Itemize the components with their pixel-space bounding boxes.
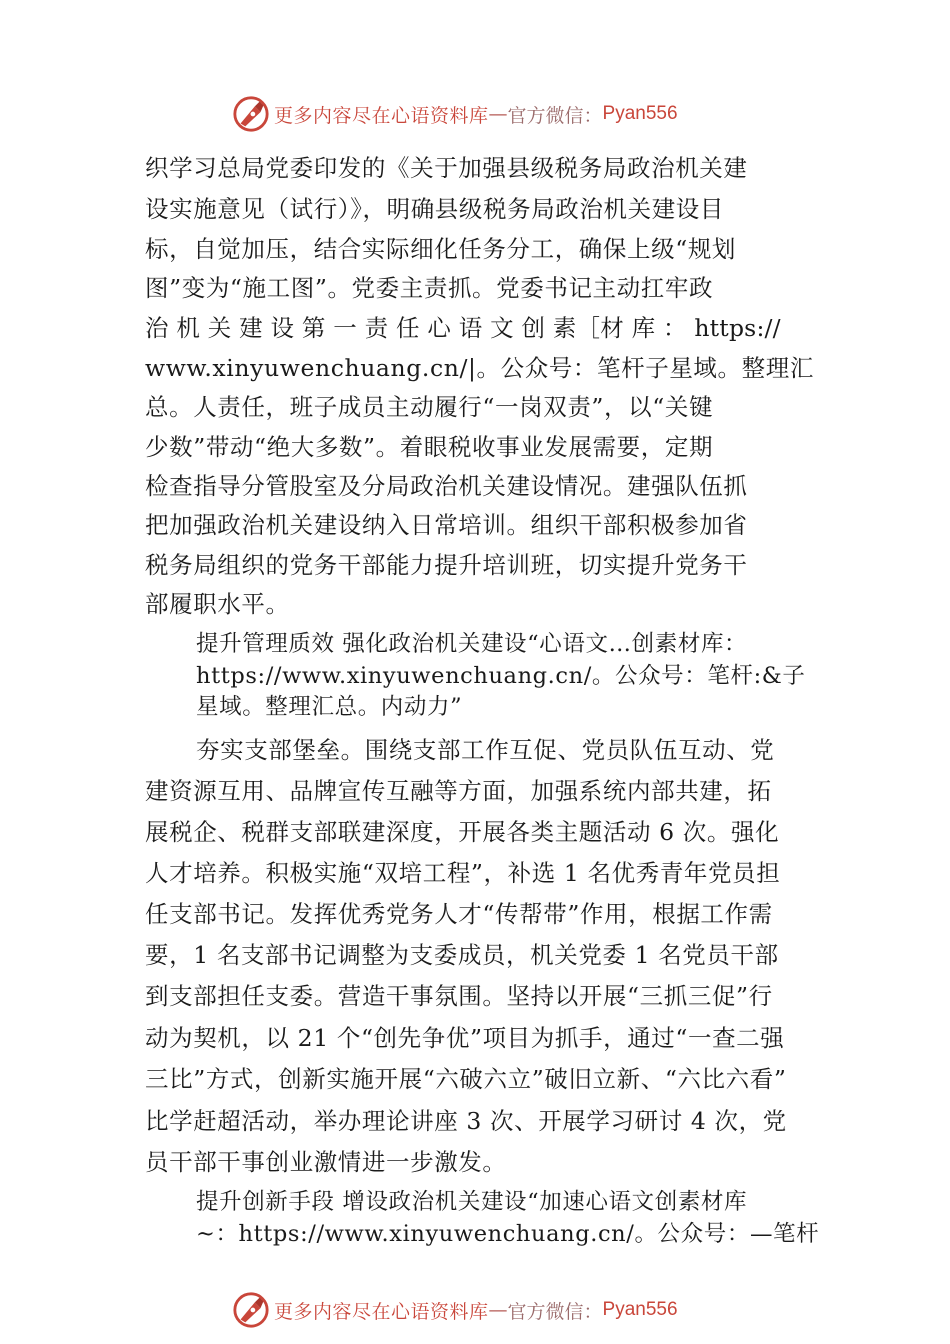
text-line: 夯实支部堡垒。围绕支部工作互促、党员队伍互动、党 — [196, 736, 775, 764]
text-line: 到支部担任支委。营造干事氛围。坚持以开展“三抓三促”行 — [145, 982, 773, 1010]
banner-wechat-label: 官方微信： — [507, 1300, 603, 1323]
heading-line: ~：https://www.xinyuwenchuang.cn/。公众号：—笔杆 — [196, 1221, 820, 1247]
text-line: 图”变为“施工图”。党委主责抓。党委书记主动扛牢政 — [145, 274, 714, 302]
text-line: 人才培养。积极实施“双培工程”，补选 1 名优秀青年党员担 — [145, 859, 781, 887]
heading-line: 星域。整理汇总。内动力” — [196, 694, 463, 720]
text-line: 设实施意见（试行）》，明确县级税务局政治机关建设目 — [145, 195, 724, 223]
text-line: 检查指导分管股室及分局政治机关建设情况。建强队伍抓 — [145, 472, 748, 500]
text-line: 标，自觉加压，结合实际细化任务分工，确保上级“规划 — [145, 235, 737, 263]
text-line: 税务局组织的党务干部能力提升培训班，切实提升党务干 — [145, 551, 748, 579]
banner-wechat-id: Pyan556 — [602, 103, 678, 124]
text-line: 比学赶超活动，举办理论讲座 3 次、开展学习研讨 4 次，党 — [145, 1107, 787, 1135]
heading-line: 提升管理质效 强化政治机关建设“心语文…创素材库： — [196, 631, 748, 657]
footer-banner — [232, 1290, 678, 1330]
banner-wechat-label: 官方微信： — [507, 104, 603, 127]
banner-separator: — — [488, 103, 508, 125]
pen-nib-logo — [232, 95, 270, 133]
pen-nib-logo — [232, 1291, 270, 1329]
text-line: 建资源互用、品牌宣传互融等方面，加强系统内部共建，拓 — [145, 777, 772, 805]
text-line: 总。人责任，班子成员主动履行“一岗双责”，以“关键 — [145, 393, 714, 421]
heading-line: 提升创新手段 增设政治机关建设“加速心语文创素材库 — [196, 1189, 748, 1215]
text-line: 展税企、税群支部联建深度，开展各类主题活动 6 次。强化 — [145, 818, 780, 846]
text-line: 织学习总局党委印发的《关于加强县级税务局政治机关建 — [145, 154, 748, 182]
text-line: 把加强政治机关建设纳入日常培训。组织干部积极参加省 — [145, 511, 748, 539]
banner-separator: — — [488, 1299, 508, 1321]
text-line: 任支部书记。发挥优秀党务人才“传帮带”作用，根据工作需 — [145, 900, 773, 928]
text-line: www.xinyuwenchuang.cn/|。公众号：笔杆子星域。整理汇 — [145, 354, 814, 382]
banner-wechat-id: Pyan556 — [602, 1299, 678, 1320]
heading-line: https://www.xinyuwenchuang.cn/。公众号：笔杆:&子 — [196, 663, 806, 689]
text-line: 部履职水平。 — [145, 590, 290, 618]
banner-title: 更多内容尽在心语资料库 — [274, 104, 489, 127]
text-line: 要，1 名支部书记调整为支委成员，机关党委 1 名党员干部 — [145, 941, 779, 969]
header-banner — [232, 94, 678, 134]
text-line: 治 机 关 建 设 第 一 责 任 心 语 文 创 素［材 库 ： https:// — [145, 314, 781, 342]
text-line: 员干部干事创业激情进一步激发。 — [145, 1148, 507, 1176]
banner-title: 更多内容尽在心语资料库 — [274, 1300, 489, 1323]
text-line: 三比”方式，创新实施开展“六破六立”破旧立新、“六比六看” — [145, 1065, 787, 1093]
text-line: 少数”带动“绝大多数”。着眼税收事业发展需要，定期 — [145, 433, 714, 461]
text-line: 动为契机，以 21 个“创先争优”项目为抓手，通过“一查二强 — [145, 1024, 785, 1052]
